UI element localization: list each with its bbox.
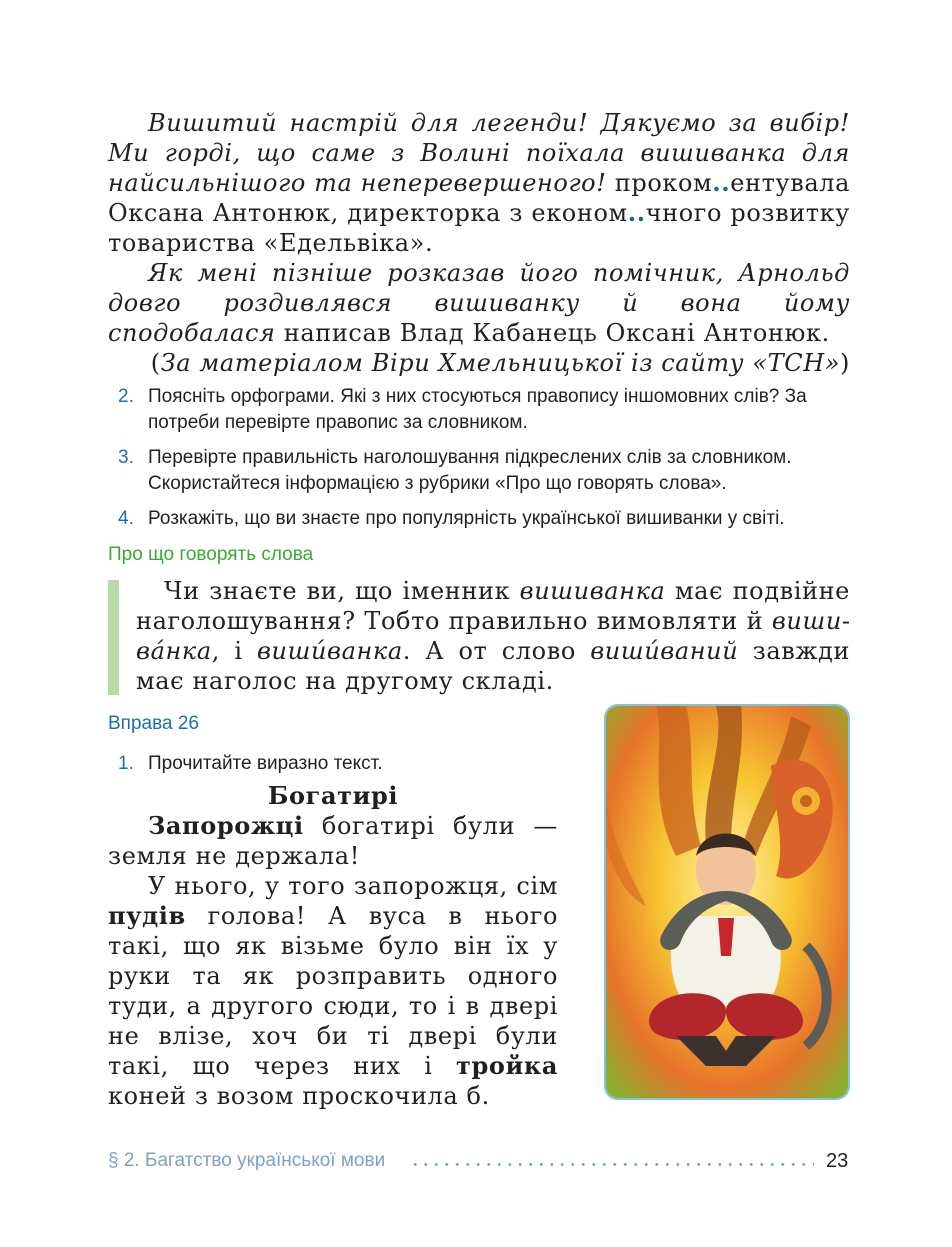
task-number: 2. <box>118 386 134 407</box>
footer-dotted-line <box>410 1163 814 1166</box>
task-text: Розкажіть, що ви знаєте про популярність української вишиванки у світі. <box>148 508 785 529</box>
quote-plain-text: ентувала Оксана Антонюк, директорка з економ <box>108 169 850 227</box>
exercise-heading: Вправа 26 <box>108 713 199 734</box>
note-word: виши́ваний <box>590 637 739 665</box>
note-heading: Про що говорять слова <box>108 544 314 565</box>
note-word: вишива́нка <box>136 607 850 665</box>
quote-source: (За матеріалом Віри Хмельницької із сайту «ТСН») <box>150 349 850 377</box>
note-word: виши́ванка <box>256 637 403 665</box>
bold-word: тройка <box>456 1051 558 1080</box>
quote-paragraph-1 <box>108 108 850 258</box>
task-number: 1. <box>118 753 134 774</box>
page-number: 23 <box>826 1150 849 1172</box>
quote-plain-text: написав Влад Кабанець Оксані Антонюк. <box>275 319 830 347</box>
quote-italic-text: Вишитий настрій для легенди! Дякуємо за вибір! Ми горді, що саме з Волині поїхала вишиванка для найсильнішого та неперевершеного! <box>108 109 850 197</box>
cossack-illustration <box>604 704 850 1100</box>
footer-section-title: § 2. Багатство української мови <box>108 1150 386 1171</box>
story-title: Богатирі <box>267 781 399 810</box>
cossack-illustration-svg <box>606 706 848 1098</box>
bold-word: Запорожці <box>148 811 304 840</box>
quote-plain-text: проком <box>606 169 713 197</box>
story-paragraph-1: Запорожці богатирі були — земля не держала! <box>108 811 558 870</box>
missing-letter-dots: .. <box>712 168 731 197</box>
quote-italic-text: Як мені пізніше розказав його помічник, Арнольд довго роздивлявся вишиванку й вона йому сподобалася <box>108 259 850 347</box>
bold-word: пудів <box>108 901 186 930</box>
note-text: Чи знаєте ви, що іменник вишиванка має подвійне наголошування? Тобто правильно вимовляти й вишива́нка, і виши́ванка. А от слово виши́ваний завжди має наголос на другому складі. <box>136 577 850 695</box>
task-text: Поясніть орфограми. Які з них стосуються правопису іншомовних слів? За потреби перевірте правопис за словником. <box>148 386 807 433</box>
quote-paragraph-2 <box>108 258 850 348</box>
task-text: Прочитайте виразно текст. <box>148 753 383 774</box>
missing-letter-dots: .. <box>627 198 646 227</box>
task-number: 4. <box>118 508 134 529</box>
source-text: За матеріалом Віри Хмельницької із сайту «ТСН» <box>160 349 841 377</box>
note-word: вишиванка <box>519 577 666 605</box>
note-side-bar <box>108 580 119 695</box>
quote-plain-text: чного розвитку товариства «Едельвіка». <box>108 199 850 257</box>
task-number: 3. <box>118 447 134 468</box>
story-paragraph-2: У нього, у того запорожця, сім пудів голова! А вуса в нього такі, що як візьме було він їх у руки та як розправить одного туди, а другого сюди, то і в двері не влізе, хоч би ті двері були такі, що через них і тройка коней з возом проскочила б. <box>108 872 558 1110</box>
task-text: Перевірте правильність наголошування підкреслених слів за словником. Скористайтеся інформацією з рубрики «Про що говорять слова». <box>148 447 792 494</box>
